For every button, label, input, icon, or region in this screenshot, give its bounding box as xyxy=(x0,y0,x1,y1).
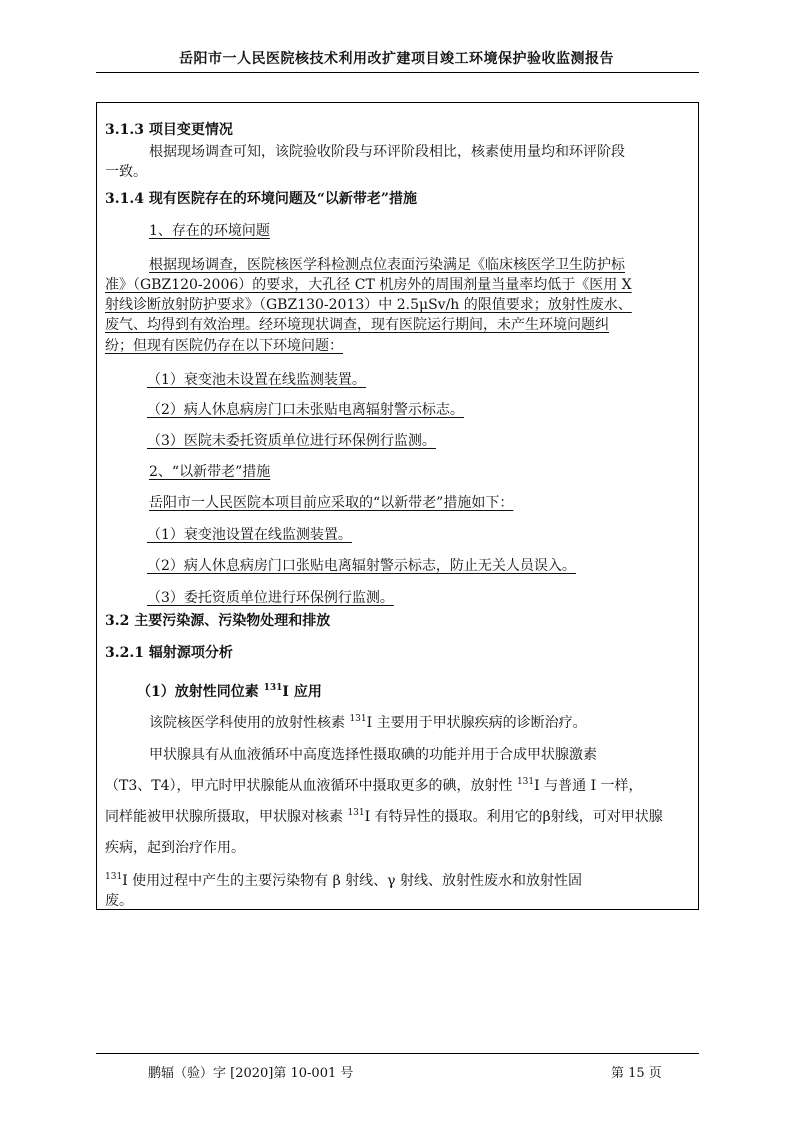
paragraph: 射线诊断放射防护要求》（GBZ130-2013）中 2.5μSv/h 的限值要求；放射性废水、 xyxy=(105,297,632,313)
paragraph: （T3、T4），甲亢时甲状腺能从血液循环中摄取更多的碘，放射性 $^{131}$I 与普通 I 一样， xyxy=(105,777,643,794)
paragraph: 甲状腺具有从血液循环中高度选择性摄取碘的功能并用于合成甲状腺激素 xyxy=(149,747,597,763)
paragraph: 疾病，起到治疗作用。 xyxy=(105,840,245,856)
paragraph: 根据现场调查，医院核医学科检测点位表面污染满足《临床核医学卫生防护标 xyxy=(149,257,625,273)
heading-3-1-3: 3.1.3 项目变更情况 xyxy=(105,122,233,138)
paragraph: 一致。 xyxy=(105,164,147,180)
document-number: 鹏辐（验）字 [2020]第 10-001 号 xyxy=(148,1066,354,1081)
list-item: （1）衰变池设置在线监测装置。 xyxy=(147,527,352,543)
paragraph: 废。 xyxy=(105,893,133,909)
heading-3-1-4: 3.1.4 现有医院存在的环境问题及“以新带老”措施 xyxy=(105,191,417,207)
paragraph: 同样能被甲状腺所摄取，甲状腺对核素 $^{131}$I 有特异性的摄取。利用它的β射线，可对甲状腺 xyxy=(105,808,663,825)
paragraph: 根据现场调查可知，该院验收阶段与环评阶段相比，核素使用量均和环评阶段 xyxy=(149,144,625,160)
paragraph: $^{131}$I 使用过程中产生的主要污染物有 β 射线、γ 射线、放射性废水和放射性固 xyxy=(105,872,582,889)
list-item: （3）医院未委托资质单位进行环保例行监测。 xyxy=(147,433,436,449)
list-item: （2）病人休息病房门口张贴电离辐射警示标志，防止无关人员误入。 xyxy=(147,558,576,574)
heading-3-2-1: 3.2.1 辐射源项分析 xyxy=(105,645,233,661)
paragraph: 废气、均得到有效治理。经环境现状调查，现有医院运行期间，未产生环境问题纠 xyxy=(105,317,609,333)
footer-divider xyxy=(96,1053,699,1054)
subheading-isotope: （1）放射性同位素 $^{131}$I 应用 xyxy=(137,683,322,700)
page-number: 第 15 页 xyxy=(611,1066,662,1081)
heading-3-2: 3.2 主要污染源、污染物处理和排放 xyxy=(105,613,331,629)
paragraph: 纷；但现有医院仍存在以下环境问题： xyxy=(105,338,343,354)
subheading-measures: 2、“以新带老”措施 xyxy=(149,464,271,480)
list-item: （3）委托资质单位进行环保例行监测。 xyxy=(147,590,394,606)
subheading-issues: 1、存在的环境问题 xyxy=(149,223,270,239)
header-divider xyxy=(96,72,699,73)
paragraph: 该院核医学科使用的放射性核素 $^{131}$I 主要用于甲状腺疾病的诊断治疗。 xyxy=(149,714,587,731)
list-item: （2）病人休息病房门口未张贴电离辐射警示标志。 xyxy=(147,402,464,418)
report-title: 岳阳市一人民医院核技术利用改扩建项目竣工环境保护验收监测报告 xyxy=(179,51,614,67)
paragraph: 岳阳市一人民医院本项目前应采取的“以新带老”措施如下： xyxy=(149,495,514,511)
list-item: （1）衰变池未设置在线监测装置。 xyxy=(147,372,366,388)
paragraph: 准》（GBZ120-2006）的要求，大孔径 CT 机房外的周围剂量当量率均低于《医用 X xyxy=(105,277,632,293)
